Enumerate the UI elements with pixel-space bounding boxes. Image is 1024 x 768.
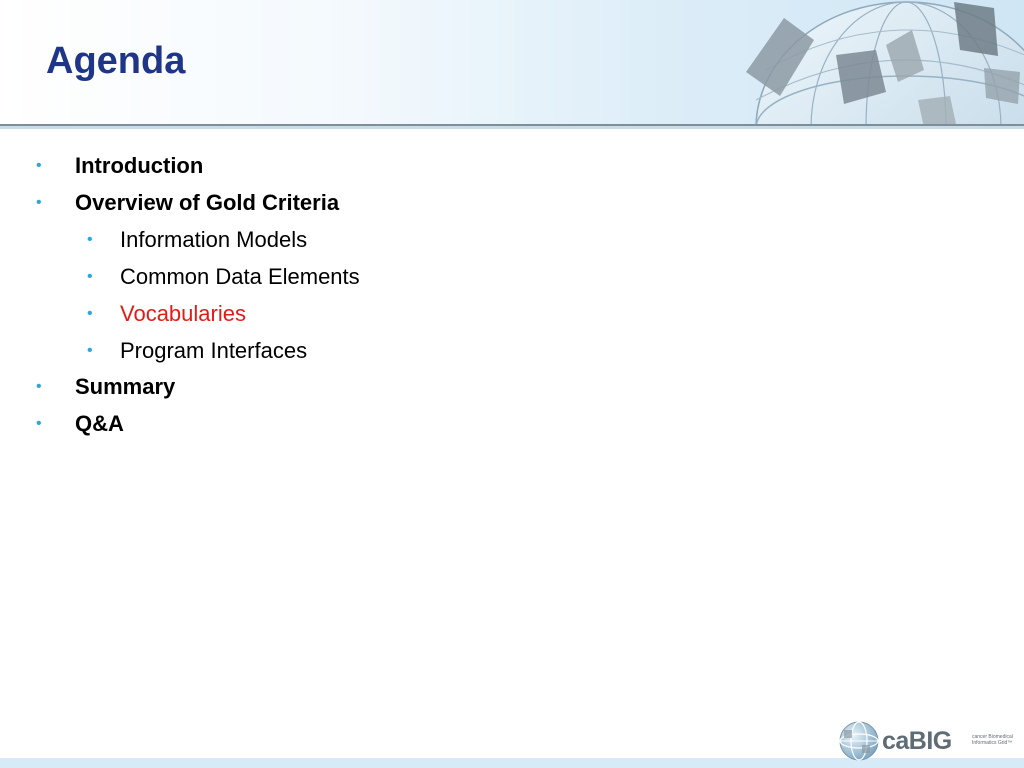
agenda-item-label: Vocabularies (120, 301, 246, 326)
agenda-item-label: Summary (75, 374, 176, 399)
logo-wordmark: caBIG (882, 727, 952, 755)
agenda-item-label: Program Interfaces (120, 338, 308, 363)
cabig-logo (836, 718, 1016, 764)
bullet-icon: • (87, 231, 93, 248)
agenda-item-label: Common Data Elements (120, 264, 360, 289)
globe-graphic (736, 0, 1024, 128)
bullet-icon: • (87, 268, 93, 285)
cabig-logo-globe-icon (838, 720, 880, 762)
logo-tagline-line: Informatics Grid™ (972, 740, 1013, 746)
slide-header (0, 0, 1024, 124)
agenda-item-label: Q&A (75, 411, 124, 436)
bullet-icon: • (36, 194, 42, 211)
logo-tagline (972, 734, 1013, 746)
agenda-item-label: Information Models (120, 227, 308, 252)
bullet-icon: • (36, 157, 42, 174)
bullet-icon: • (36, 378, 42, 395)
agenda-item-label: Overview of Gold Criteria (75, 190, 340, 215)
header-divider-shadow (0, 126, 1024, 129)
bullet-icon: • (36, 415, 42, 432)
bullet-icon: • (87, 305, 93, 322)
bullet-icon: • (87, 342, 93, 359)
slide-title: Agenda (46, 40, 186, 82)
logo-tagline-line: cancer Biomedical (972, 734, 1013, 740)
agenda-item-label: Introduction (75, 153, 204, 178)
